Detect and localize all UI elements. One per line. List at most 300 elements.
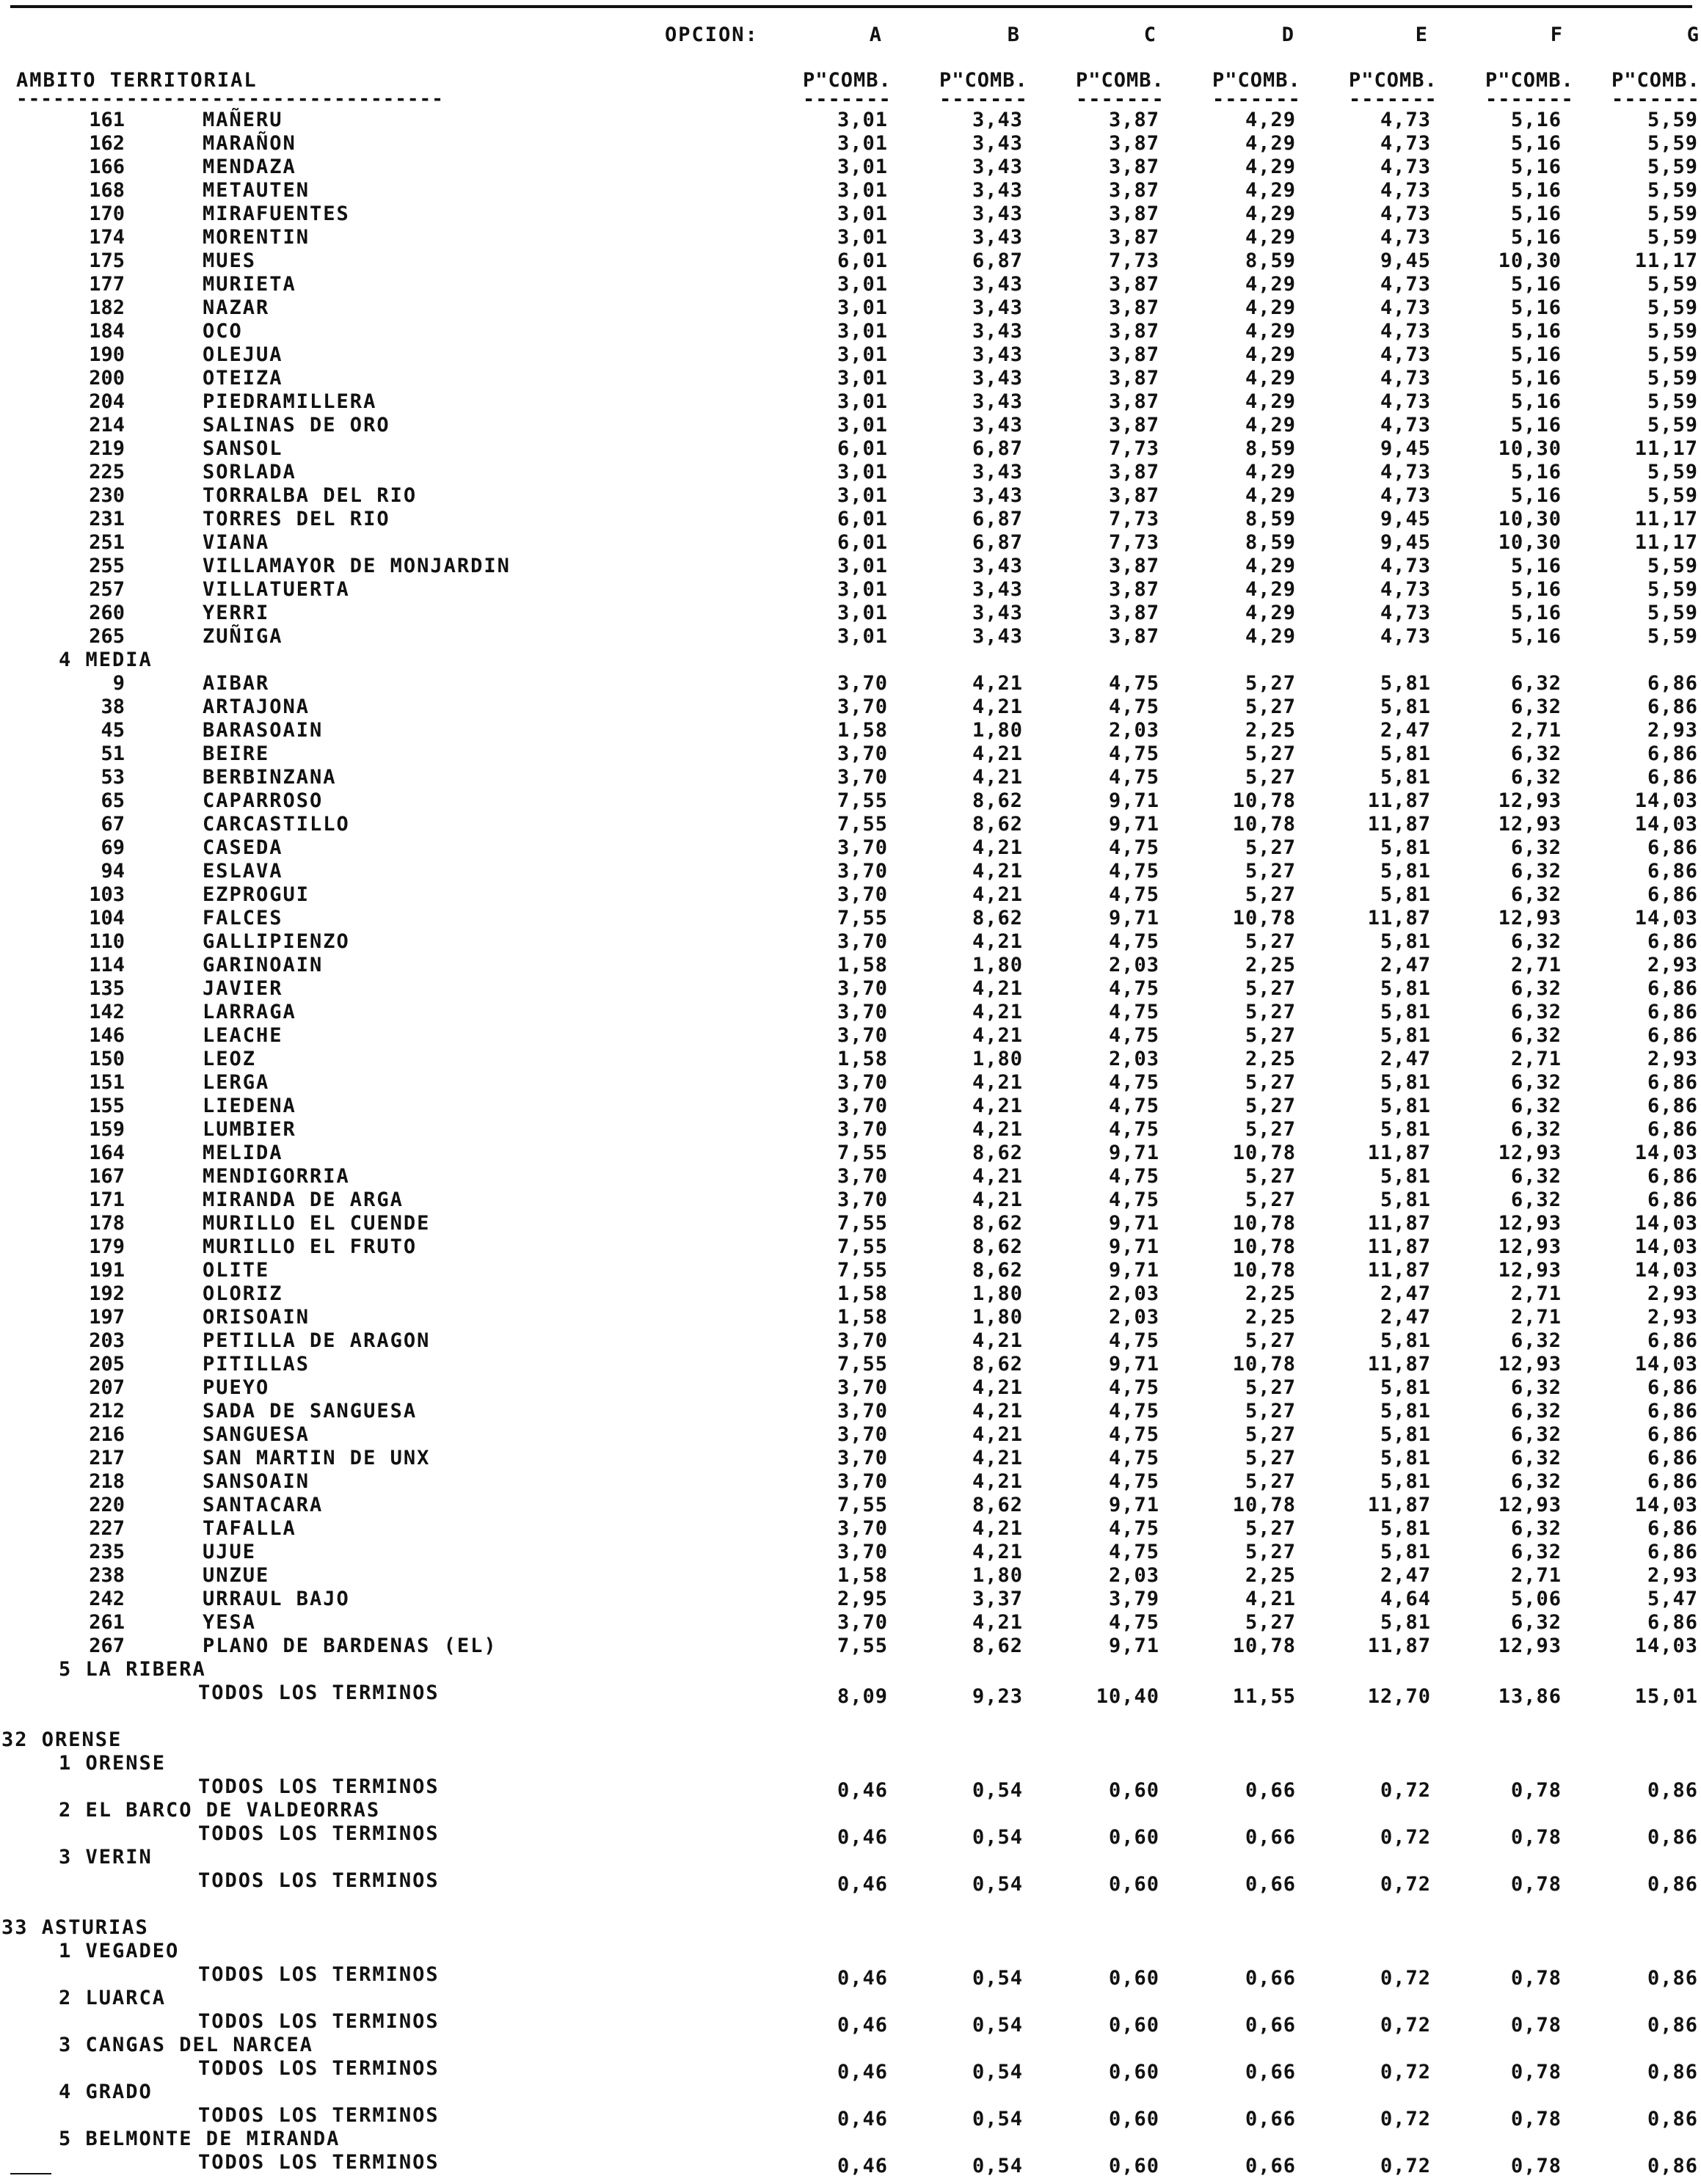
value-col-g: 5,59 <box>1647 296 1698 319</box>
value-col-c: 0,60 <box>1108 1779 1159 1802</box>
value-col-d: 2,25 <box>1245 719 1296 742</box>
value-col-c: 3,87 <box>1108 578 1159 601</box>
value-col-b: 4,21 <box>972 930 1023 953</box>
value-col-b: 1,80 <box>972 1048 1023 1070</box>
value-col-b: 3,43 <box>972 296 1023 319</box>
all-terms-label: TODOS LOS TERMINOS <box>198 1681 440 1704</box>
municipality-code: 265 <box>89 625 125 648</box>
value-col-f: 0,78 <box>1510 2155 1562 2177</box>
value-col-g: 5,59 <box>1647 414 1698 437</box>
municipality-row <box>0 672 1701 695</box>
value-col-c: 3,87 <box>1108 226 1159 249</box>
value-col-e: 4,73 <box>1380 320 1431 343</box>
zone-heading <box>0 2034 1701 2057</box>
municipality-name: CAPARROSO <box>203 789 324 812</box>
value-col-a: 3,01 <box>837 343 888 366</box>
value-col-c: 4,75 <box>1108 1071 1159 1094</box>
value-col-e: 12,70 <box>1367 1685 1431 1708</box>
value-col-e: 5,81 <box>1380 1118 1431 1141</box>
value-col-d: 5,27 <box>1245 977 1296 1000</box>
municipality-code: 103 <box>89 883 125 906</box>
municipality-code: 191 <box>89 1259 125 1282</box>
section-spacer <box>0 1893 1701 1916</box>
value-col-c: 4,75 <box>1108 1329 1159 1352</box>
value-col-a: 6,01 <box>837 508 888 530</box>
value-col-b: 3,43 <box>972 156 1023 178</box>
municipality-code: 251 <box>89 531 125 554</box>
value-col-d: 2,25 <box>1245 1306 1296 1329</box>
value-col-g: 6,86 <box>1647 1118 1698 1141</box>
top-rule <box>10 5 1692 8</box>
value-col-g: 14,03 <box>1634 907 1698 930</box>
value-col-g: 2,93 <box>1647 1048 1698 1070</box>
value-col-f: 6,32 <box>1510 1376 1562 1399</box>
municipality-code: 261 <box>89 1611 125 1634</box>
value-col-g: 5,59 <box>1647 367 1698 390</box>
zone-label: 5 LA RIBERA <box>59 1658 206 1681</box>
value-col-c: 7,73 <box>1108 508 1159 530</box>
value-col-a: 3,01 <box>837 202 888 225</box>
value-col-c: 0,60 <box>1108 1967 1159 1990</box>
value-col-d: 11,55 <box>1232 1685 1296 1708</box>
all-terms-row <box>0 2010 1701 2037</box>
value-col-e: 2,47 <box>1380 1282 1431 1305</box>
municipality-row <box>0 954 1701 977</box>
value-col-d: 2,25 <box>1245 954 1296 976</box>
municipality-row <box>0 156 1701 179</box>
value-col-e: 11,87 <box>1367 1494 1431 1516</box>
value-col-b: 4,21 <box>972 1001 1023 1023</box>
value-col-d: 4,29 <box>1245 320 1296 343</box>
municipality-name: UJUE <box>203 1541 257 1563</box>
value-col-a: 3,70 <box>837 1611 888 1634</box>
municipality-row <box>0 1259 1701 1282</box>
value-col-b: 4,21 <box>972 1470 1023 1493</box>
value-col-f: 0,78 <box>1510 1826 1562 1849</box>
value-col-g: 11,17 <box>1634 437 1698 460</box>
value-col-b: 4,21 <box>972 1611 1023 1634</box>
municipality-row <box>0 1611 1701 1635</box>
value-col-a: 3,01 <box>837 109 888 131</box>
value-col-d: 10,78 <box>1232 907 1296 930</box>
value-col-d: 5,27 <box>1245 1517 1296 1540</box>
municipality-code: 225 <box>89 461 125 483</box>
value-col-b: 8,62 <box>972 1235 1023 1258</box>
zone-label: 3 VERIN <box>59 1846 153 1869</box>
value-col-c: 0,60 <box>1108 2014 1159 2037</box>
value-col-f: 6,32 <box>1510 1329 1562 1352</box>
value-col-f: 6,32 <box>1510 1071 1562 1094</box>
municipality-row <box>0 883 1701 907</box>
value-col-d: 0,66 <box>1245 1826 1296 1849</box>
value-col-f: 12,93 <box>1498 1142 1562 1164</box>
value-col-d: 10,78 <box>1232 1212 1296 1235</box>
value-col-a: 0,46 <box>837 2108 888 2130</box>
value-col-d: 4,29 <box>1245 625 1296 648</box>
value-col-g: 5,59 <box>1647 226 1698 249</box>
value-col-c: 4,75 <box>1108 930 1159 953</box>
value-col-c: 3,87 <box>1108 414 1159 437</box>
municipality-row <box>0 296 1701 320</box>
value-col-c: 7,73 <box>1108 249 1159 272</box>
value-col-e: 4,73 <box>1380 179 1431 202</box>
value-col-d: 5,27 <box>1245 1188 1296 1211</box>
municipality-row <box>0 461 1701 484</box>
municipality-name: LERGA <box>203 1071 270 1094</box>
value-col-d: 5,27 <box>1245 1071 1296 1094</box>
ambito-territorial-heading: AMBITO TERRITORIAL <box>16 69 258 92</box>
value-col-f: 5,16 <box>1510 109 1562 131</box>
municipality-code: 218 <box>89 1470 125 1493</box>
value-col-f: 12,93 <box>1498 907 1562 930</box>
value-col-a: 3,70 <box>837 1376 888 1399</box>
col-d-letter: D <box>1281 23 1294 46</box>
zone-heading <box>0 649 1701 672</box>
value-col-d: 5,27 <box>1245 672 1296 695</box>
municipality-code: 177 <box>89 273 125 296</box>
value-col-f: 10,30 <box>1498 249 1562 272</box>
province-label: 32 ORENSE <box>1 1728 123 1751</box>
municipality-code: 238 <box>89 1564 125 1587</box>
municipality-name: EZPROGUI <box>203 883 310 906</box>
value-col-c: 9,71 <box>1108 1494 1159 1516</box>
value-col-b: 3,43 <box>972 202 1023 225</box>
value-col-d: 5,27 <box>1245 1470 1296 1493</box>
value-col-c: 3,87 <box>1108 390 1159 413</box>
value-col-c: 3,79 <box>1108 1588 1159 1610</box>
value-col-d: 0,66 <box>1245 2061 1296 2083</box>
municipality-code: 51 <box>101 742 125 765</box>
municipality-code: 216 <box>89 1423 125 1446</box>
value-col-b: 1,80 <box>972 1306 1023 1329</box>
value-col-d: 4,29 <box>1245 602 1296 624</box>
value-col-b: 3,43 <box>972 602 1023 624</box>
value-col-b: 8,62 <box>972 1494 1023 1516</box>
municipality-row <box>0 1353 1701 1376</box>
value-col-e: 2,47 <box>1380 719 1431 742</box>
municipality-name: LUMBIER <box>203 1118 296 1141</box>
value-col-g: 2,93 <box>1647 1564 1698 1587</box>
value-col-a: 3,70 <box>837 695 888 718</box>
value-col-d: 10,78 <box>1232 813 1296 836</box>
value-col-b: 3,43 <box>972 390 1023 413</box>
municipality-row <box>0 226 1701 249</box>
value-col-g: 5,47 <box>1647 1588 1698 1610</box>
value-col-e: 5,81 <box>1380 1376 1431 1399</box>
value-col-g: 11,17 <box>1634 249 1698 272</box>
all-terms-label: TODOS LOS TERMINOS <box>198 1963 440 1986</box>
value-col-c: 7,73 <box>1108 437 1159 460</box>
municipality-code: 150 <box>89 1048 125 1070</box>
zone-heading <box>0 2081 1701 2104</box>
value-col-c: 7,73 <box>1108 531 1159 554</box>
value-col-d: 5,27 <box>1245 1329 1296 1352</box>
value-col-d: 5,27 <box>1245 1447 1296 1469</box>
value-col-g: 14,03 <box>1634 1142 1698 1164</box>
municipality-row <box>0 719 1701 742</box>
municipality-name: MIRAFUENTES <box>203 202 350 225</box>
value-col-a: 3,70 <box>837 1541 888 1563</box>
value-col-f: 5,16 <box>1510 179 1562 202</box>
value-col-e: 5,81 <box>1380 1470 1431 1493</box>
value-col-a: 3,70 <box>837 860 888 883</box>
value-col-g: 6,86 <box>1647 1165 1698 1188</box>
value-col-c: 9,71 <box>1108 1353 1159 1376</box>
municipality-name: MORENTIN <box>203 226 310 249</box>
municipality-code: 230 <box>89 484 125 507</box>
value-col-c: 3,87 <box>1108 367 1159 390</box>
value-col-b: 4,21 <box>972 1165 1023 1188</box>
value-col-f: 5,16 <box>1510 343 1562 366</box>
value-col-g: 0,86 <box>1647 1826 1698 1849</box>
value-col-d: 0,66 <box>1245 1967 1296 1990</box>
value-col-c: 2,03 <box>1108 1282 1159 1305</box>
value-col-e: 5,81 <box>1380 766 1431 789</box>
value-col-e: 5,81 <box>1380 672 1431 695</box>
value-col-g: 6,86 <box>1647 766 1698 789</box>
value-col-g: 6,86 <box>1647 1423 1698 1446</box>
value-col-f: 5,06 <box>1510 1588 1562 1610</box>
municipality-code: 162 <box>89 132 125 155</box>
value-col-c: 3,87 <box>1108 555 1159 577</box>
value-col-g: 5,59 <box>1647 484 1698 507</box>
value-col-e: 2,47 <box>1380 1306 1431 1329</box>
municipality-code: 242 <box>89 1588 125 1610</box>
value-col-b: 8,62 <box>972 1259 1023 1282</box>
zone-heading <box>0 1987 1701 2010</box>
value-col-e: 11,87 <box>1367 1235 1431 1258</box>
municipality-row <box>0 1494 1701 1517</box>
value-col-b: 3,43 <box>972 132 1023 155</box>
value-col-g: 0,86 <box>1647 1873 1698 1896</box>
value-col-a: 3,01 <box>837 367 888 390</box>
municipality-row <box>0 390 1701 414</box>
value-col-e: 5,81 <box>1380 1024 1431 1047</box>
value-col-e: 4,73 <box>1380 109 1431 131</box>
all-terms-label: TODOS LOS TERMINOS <box>198 2104 440 2127</box>
value-col-c: 4,75 <box>1108 742 1159 765</box>
value-col-d: 2,25 <box>1245 1282 1296 1305</box>
value-col-e: 4,73 <box>1380 461 1431 483</box>
value-col-d: 8,59 <box>1245 437 1296 460</box>
municipality-code: 227 <box>89 1517 125 1540</box>
municipality-name: OTEIZA <box>203 367 283 390</box>
value-col-c: 4,75 <box>1108 1118 1159 1141</box>
municipality-row <box>0 437 1701 461</box>
value-col-g: 6,86 <box>1647 1376 1698 1399</box>
value-col-e: 4,73 <box>1380 484 1431 507</box>
municipality-name: TORRALBA DEL RIO <box>203 484 418 507</box>
municipality-row <box>0 836 1701 860</box>
zone-heading <box>0 1752 1701 1775</box>
municipality-row <box>0 484 1701 508</box>
municipality-row <box>0 1048 1701 1071</box>
municipality-code: 207 <box>89 1376 125 1399</box>
value-col-c: 9,71 <box>1108 1142 1159 1164</box>
value-col-f: 5,16 <box>1510 226 1562 249</box>
municipality-row <box>0 132 1701 156</box>
value-col-g: 0,86 <box>1647 2014 1698 2037</box>
municipality-name: VILLAMAYOR DE MONJARDIN <box>203 555 511 577</box>
value-col-a: 7,55 <box>837 1494 888 1516</box>
all-terms-row <box>0 1869 1701 1896</box>
value-col-f: 2,71 <box>1510 1306 1562 1329</box>
value-col-b: 4,21 <box>972 1024 1023 1047</box>
value-col-f: 12,93 <box>1498 1353 1562 1376</box>
value-col-b: 0,54 <box>972 2155 1023 2177</box>
value-col-d: 5,27 <box>1245 1001 1296 1023</box>
value-col-b: 0,54 <box>972 2061 1023 2083</box>
value-col-b: 0,54 <box>972 1967 1023 1990</box>
value-col-b: 8,62 <box>972 1635 1023 1657</box>
value-col-d: 4,29 <box>1245 132 1296 155</box>
value-col-d: 10,78 <box>1232 1353 1296 1376</box>
value-col-d: 4,29 <box>1245 578 1296 601</box>
value-col-b: 4,21 <box>972 742 1023 765</box>
value-col-a: 3,01 <box>837 625 888 648</box>
municipality-code: 146 <box>89 1024 125 1047</box>
zone-heading <box>0 1846 1701 1869</box>
municipality-code: 45 <box>101 719 125 742</box>
municipality-name: ORISOAIN <box>203 1306 310 1329</box>
value-col-d: 5,27 <box>1245 1165 1296 1188</box>
value-col-b: 1,80 <box>972 954 1023 976</box>
value-col-g: 6,86 <box>1647 1024 1698 1047</box>
value-col-f: 5,16 <box>1510 461 1562 483</box>
value-col-d: 5,27 <box>1245 1541 1296 1563</box>
value-col-g: 0,86 <box>1647 1779 1698 1802</box>
value-col-f: 6,32 <box>1510 1541 1562 1563</box>
value-col-g: 5,59 <box>1647 179 1698 202</box>
value-col-b: 4,21 <box>972 672 1023 695</box>
value-col-f: 6,32 <box>1510 1118 1562 1141</box>
value-col-g: 0,86 <box>1647 2108 1698 2130</box>
value-col-f: 6,32 <box>1510 1024 1562 1047</box>
value-col-e: 0,72 <box>1380 2155 1431 2177</box>
value-col-f: 6,32 <box>1510 1423 1562 1446</box>
value-col-d: 0,66 <box>1245 1873 1296 1896</box>
value-col-b: 4,21 <box>972 1376 1023 1399</box>
value-col-b: 4,21 <box>972 1095 1023 1117</box>
municipality-code: 67 <box>101 813 125 836</box>
municipality-code: 170 <box>89 202 125 225</box>
municipality-code: 267 <box>89 1635 125 1657</box>
value-col-c: 2,03 <box>1108 954 1159 976</box>
value-col-c: 3,87 <box>1108 343 1159 366</box>
value-col-c: 4,75 <box>1108 836 1159 859</box>
value-col-e: 11,87 <box>1367 813 1431 836</box>
value-col-b: 4,21 <box>972 1541 1023 1563</box>
value-col-e: 11,87 <box>1367 1142 1431 1164</box>
all-terms-label: TODOS LOS TERMINOS <box>198 1775 440 1798</box>
value-col-g: 15,01 <box>1634 1685 1698 1708</box>
municipality-name: METAUTEN <box>203 179 310 202</box>
value-col-a: 3,70 <box>837 1071 888 1094</box>
value-col-g: 2,93 <box>1647 719 1698 742</box>
value-col-d: 5,27 <box>1245 742 1296 765</box>
value-col-g: 5,59 <box>1647 602 1698 624</box>
value-col-f: 6,32 <box>1510 1470 1562 1493</box>
municipality-name: SANGUESA <box>203 1423 310 1446</box>
zone-label: 4 MEDIA <box>59 649 153 671</box>
value-col-b: 8,62 <box>972 1142 1023 1164</box>
value-col-b: 1,80 <box>972 719 1023 742</box>
value-col-f: 0,78 <box>1510 1873 1562 1896</box>
municipality-row <box>0 1071 1701 1095</box>
value-col-e: 5,81 <box>1380 1400 1431 1422</box>
value-col-f: 6,32 <box>1510 930 1562 953</box>
col-b-letter: B <box>1007 23 1020 46</box>
municipality-name: BERBINZANA <box>203 766 337 789</box>
value-col-a: 7,55 <box>837 1212 888 1235</box>
value-col-e: 5,81 <box>1380 1071 1431 1094</box>
col-g-letter: G <box>1686 23 1700 46</box>
value-col-e: 11,87 <box>1367 1635 1431 1657</box>
col-g-underline: ------- <box>1611 88 1700 111</box>
value-col-g: 0,86 <box>1647 2155 1698 2177</box>
value-col-a: 1,58 <box>837 954 888 976</box>
municipality-row <box>0 320 1701 343</box>
value-col-g: 6,86 <box>1647 672 1698 695</box>
value-col-g: 6,86 <box>1647 1188 1698 1211</box>
value-col-c: 9,71 <box>1108 907 1159 930</box>
value-col-a: 0,46 <box>837 2061 888 2083</box>
value-col-c: 4,75 <box>1108 1611 1159 1634</box>
value-col-d: 5,27 <box>1245 1024 1296 1047</box>
value-col-g: 5,59 <box>1647 156 1698 178</box>
value-col-c: 3,87 <box>1108 461 1159 483</box>
value-col-f: 2,71 <box>1510 1282 1562 1305</box>
value-col-g: 6,86 <box>1647 930 1698 953</box>
value-col-b: 3,43 <box>972 461 1023 483</box>
value-col-f: 6,32 <box>1510 1447 1562 1469</box>
value-col-a: 1,58 <box>837 1564 888 1587</box>
municipality-code: 179 <box>89 1235 125 1258</box>
value-col-b: 4,21 <box>972 1400 1023 1422</box>
value-col-f: 6,32 <box>1510 766 1562 789</box>
value-col-e: 4,73 <box>1380 555 1431 577</box>
value-col-d: 5,27 <box>1245 766 1296 789</box>
value-col-f: 5,16 <box>1510 132 1562 155</box>
value-col-a: 3,70 <box>837 766 888 789</box>
value-col-f: 2,71 <box>1510 1048 1562 1070</box>
value-col-e: 4,73 <box>1380 343 1431 366</box>
value-col-b: 8,62 <box>972 1212 1023 1235</box>
col-c-subheader: P"COMB. <box>1076 69 1165 92</box>
municipality-name: SANTACARA <box>203 1494 324 1516</box>
value-col-f: 0,78 <box>1510 1967 1562 1990</box>
col-d-underline: ------- <box>1212 88 1301 111</box>
value-col-d: 4,29 <box>1245 226 1296 249</box>
value-col-g: 6,86 <box>1647 1095 1698 1117</box>
value-col-b: 4,21 <box>972 766 1023 789</box>
value-col-a: 3,70 <box>837 883 888 906</box>
value-col-d: 5,27 <box>1245 1611 1296 1634</box>
municipality-row <box>0 860 1701 883</box>
value-col-f: 10,30 <box>1498 437 1562 460</box>
value-col-b: 3,37 <box>972 1588 1023 1610</box>
value-col-f: 0,78 <box>1510 1779 1562 1802</box>
value-col-d: 5,27 <box>1245 1118 1296 1141</box>
municipality-name: MURIETA <box>203 273 296 296</box>
col-e-underline: ------- <box>1349 88 1438 111</box>
value-col-a: 0,46 <box>837 1967 888 1990</box>
value-col-b: 6,87 <box>972 437 1023 460</box>
value-col-f: 0,78 <box>1510 2014 1562 2037</box>
municipality-code: 197 <box>89 1306 125 1329</box>
col-e-subheader: P"COMB. <box>1349 69 1438 92</box>
municipality-code: 114 <box>89 954 125 976</box>
